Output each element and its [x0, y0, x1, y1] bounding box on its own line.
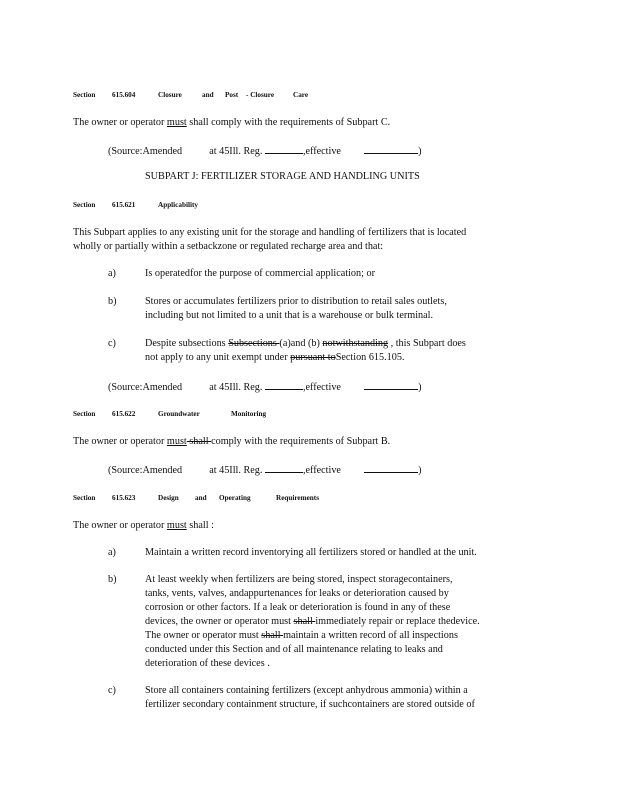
section-615-622-body: [73, 436, 390, 448]
source-effective: ,effective: [302, 146, 341, 157]
source-register: at 45Ill. Reg.: [209, 146, 263, 157]
heading-word: Care: [293, 91, 309, 99]
text-run: comply with the requirements of Subpart B.: [211, 436, 391, 447]
text-run: shall comply with the requirements of Subpart C.: [186, 117, 391, 128]
source-register: at 45Ill. Reg.: [209, 382, 263, 393]
heading-word: Section: [73, 91, 96, 99]
source-close: ): [418, 465, 422, 476]
heading-word: Applicability: [158, 201, 198, 209]
heading-word: and: [195, 494, 207, 502]
item-text: At least weekly when fertilizers are being stored, inspect storagecontainers,: [145, 574, 453, 585]
blank-line: [364, 463, 418, 473]
item-text: [145, 616, 480, 628]
item-text: deterioration of these devices .: [145, 658, 270, 669]
item-text: tanks, vents, valves, andappurtenances for leaks or deterioration caused by: [145, 588, 449, 599]
text-run: , this Subpart does: [388, 338, 466, 349]
source-note: [108, 144, 421, 158]
text-run: Despite subsections: [145, 338, 229, 349]
blank-line: [364, 144, 418, 154]
item-text: [145, 352, 404, 364]
item-text: [145, 338, 466, 350]
heading-word: 615.622: [112, 410, 136, 418]
item-marker: c): [108, 338, 116, 349]
struck-text: Subsections: [228, 338, 280, 349]
source-label: (Source:Amended: [108, 146, 183, 157]
source-effective: ,effective: [302, 382, 341, 393]
item-text: fertilizer secondary containment structure, if suchcontainers are stored outside of: [145, 699, 475, 710]
struck-text: shall: [293, 616, 316, 627]
heading-word: Monitoring: [231, 410, 267, 418]
source-label: (Source:Amended: [108, 465, 183, 476]
paragraph-line: wholly or partially within a setbackzone or regulated recharge area and that:: [73, 241, 384, 252]
item-text: Is operatedfor the purpose of commercial application; or: [145, 268, 375, 279]
heading-word: 615.604: [112, 91, 136, 99]
heading-word: and: [202, 91, 214, 99]
text-run: shall :: [186, 520, 214, 531]
source-effective: ,effective: [302, 465, 341, 476]
item-text: Maintain a written record inventorying all fertilizers stored or handled at the unit.: [145, 547, 477, 558]
underlined-must: must: [166, 520, 187, 531]
heading-word: Closure: [158, 91, 182, 99]
text-run: immediately repair or replace thedevice.: [315, 616, 480, 627]
blank-line: [265, 463, 303, 473]
struck-text: pursuant to: [290, 352, 336, 363]
item-text: Store all containers containing fertilizers (except anhydrous ammonia) within a: [145, 685, 468, 696]
text-run: devices, the owner or operator must: [145, 616, 294, 627]
source-close: ): [418, 382, 422, 393]
heading-word: Groundwater: [158, 410, 200, 418]
text-run: The owner or operator: [73, 520, 167, 531]
item-text: corrosion or other factors. If a leak or deterioration is found in any of these: [145, 602, 451, 613]
blank-line: [265, 380, 303, 390]
section-615-623-intro: [73, 520, 214, 532]
text-run: maintain a written record of all inspections: [283, 630, 458, 641]
struck-text: notwithstanding: [322, 338, 389, 349]
item-marker: a): [108, 547, 116, 558]
underlined-must: must: [166, 436, 187, 447]
heading-word: - Closure: [246, 91, 275, 99]
text-run: not apply to any unit exempt under: [145, 352, 291, 363]
text-run: (a)and (b): [279, 338, 323, 349]
subpart-j-title: SUBPART J: FERTILIZER STORAGE AND HANDLING UNITS: [145, 171, 420, 182]
paragraph-line: This Subpart applies to any existing unit for the storage and handling of fertilizers that is located: [73, 227, 467, 238]
item-marker: c): [108, 685, 116, 696]
blank-line: [364, 380, 418, 390]
heading-word: Section: [73, 201, 96, 209]
heading-word: Requirements: [276, 494, 319, 502]
item-text: [145, 630, 458, 642]
text-run: The owner or operator: [73, 436, 167, 447]
heading-word: Operating: [219, 494, 251, 502]
source-register: at 45Ill. Reg.: [209, 465, 263, 476]
item-text: Stores or accumulates fertilizers prior to distribution to retail sales outlets,: [145, 296, 447, 307]
text-run: Section 615.105.: [335, 352, 405, 363]
heading-word: Section: [73, 410, 96, 418]
text-run: The owner or operator: [73, 117, 167, 128]
blank-line: [265, 144, 303, 154]
item-marker: a): [108, 268, 116, 279]
source-note: [108, 380, 421, 394]
item-marker: b): [108, 574, 117, 585]
section-615-604-body: [73, 117, 390, 129]
heading-word: 615.623: [112, 494, 136, 502]
item-text: including but not limited to a unit that is a warehouse or bulk terminal.: [145, 310, 434, 321]
item-text: conducted under this Section and of all maintenance relating to leaks and: [145, 644, 443, 655]
struck-text: shall: [261, 630, 284, 641]
underlined-must: must: [166, 117, 187, 128]
heading-word: Section: [73, 494, 96, 502]
heading-word: Post: [225, 91, 239, 99]
heading-word: 615.621: [112, 201, 136, 209]
text-run: The owner or operator must: [145, 630, 262, 641]
struck-text: shall: [186, 436, 212, 447]
heading-word: Design: [158, 494, 179, 502]
source-note: [108, 463, 421, 477]
source-close: ): [418, 146, 422, 157]
item-marker: b): [108, 296, 117, 307]
source-label: (Source:Amended: [108, 382, 183, 393]
